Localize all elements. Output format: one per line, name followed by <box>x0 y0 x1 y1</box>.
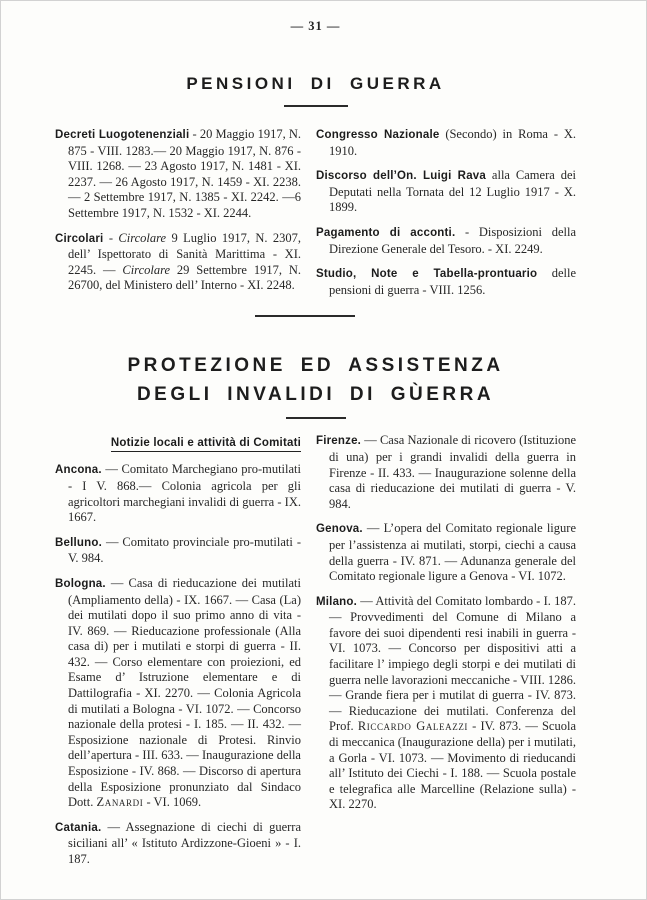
protezione-right-column <box>316 433 576 876</box>
entry-firenze: Firenze. — Casa Nazionale di ricovero (Istituzione di una) per i grandi invalidi della guerra in Firenze - II. 433. — Inaugurazione solenne della casa di rieducazione dei mutilati di guerra - V. 984. <box>316 433 576 511</box>
entry-circolari: Circolari - Circolare 9 Luglio 1917, N. 2307, dell’ Ispettorato di Sanità Marittima - XI. 2245. — Circolare 29 Settembre 1917, N. 26700, del Ministero dell’ Interno - XI. 2248. <box>55 230 301 293</box>
title2-underline-rule <box>286 417 346 419</box>
entry-milano: Milano. — Attività del Comitato lombardo - I. 187. — Provvedimenti del Comune di Milano a favore dei suoi dipendenti resi inabili in guerra - VI. 1073. — Concorso per dispositivi atti a facilitare l’ impiego degli storpi e dei mutilati di guerra nelle lavorazioni meccaniche - VIII. 1286. — Grande fiera per i mutilat di guerra - IV. 873. — Rieducazione dei mutilati. Conferenza del Prof. Riccardo Galeazzi - IV. 873. — Scuola di meccanica (Inaugurazione della) per i mutilati, a Gorla - VI. 1073. — Movimento di rieducandi all’ Istituto dei Ciechi - I. 188. — Scuola postale e telegrafica alle Marcelline (Relazione sulla) - XI. 2270. <box>316 593 577 812</box>
section-title-protezione <box>55 351 576 409</box>
title-underline-rule <box>284 105 348 107</box>
entry-discorso-rava: Discorso dell’On. Luigi Rava alla Camera dei Deputati nella Tornata del 12 Luglio 1917 - X. 1899. <box>316 168 576 215</box>
pensioni-right-column <box>316 127 576 307</box>
entry-studio-note-tabella: Studio, Note e Tabella-prontuario delle pensioni di guerra - VIII. 1256. <box>316 266 576 297</box>
title-line-2: DEGLI INVALIDI DI GÙERRA <box>136 384 495 406</box>
section-divider-rule <box>255 315 355 317</box>
entry-belluno: Belluno. — Comitato provinciale pro-mutilati - V. 984. <box>55 534 301 566</box>
protezione-columns <box>55 433 576 876</box>
title-line-1: PROTEZIONE ED ASSISTENZA <box>127 355 504 377</box>
entry-catania: Catania. — Assegnazione di ciechi di guerra siciliani all’ « Istituto Ardizzone-Gioeni » - I. 187. <box>55 819 301 866</box>
page-number: — 31 — <box>290 19 341 33</box>
protezione-left-column <box>55 433 301 876</box>
pensioni-columns <box>55 127 576 307</box>
entry-congresso-nazionale: Congresso Nazionale (Secondo) in Roma - X. 1910. <box>316 127 576 158</box>
subheading-notizie-locali: Notizie locali e attività di Comitati <box>111 437 301 452</box>
section-title-pensioni: PENSIONI DI GUERRA <box>186 74 445 93</box>
pensioni-left-column <box>55 127 301 307</box>
subheading-wrap <box>55 433 301 452</box>
entry-bologna: Bologna. — Casa di rieducazione dei mutilati (Ampliamento della) - IX. 1667. — Casa (La) dei mutilati dopo il suo primo anno di vita - IV. 869. — Rieducazione professionale (Alla casa di) per i mutilati e storpi di guerra - II. 432. — Corso elementare con proiezioni, ed Esame d’ Istruzione elementare e di Dattilografia - XI. 2270. — Colonia Agricola di mutilati a Bologna - VI. 1072. — Concorso nazionale della protesi - I. 185. — II. 432. — Esposizione nazionale di Protesi. Rinvio dell’apertura - III. 633. — Inaugurazione della Esposizione - IV. 868. — Discorso di apertura della Esposizione pronunziato dal Sindaco Dott. Zanardi - VI. 1069. <box>55 575 301 810</box>
entry-decreti-luogotenenziali: Decreti Luogotenenziali - 20 Maggio 1917, N. 875 - VIII. 1283.— 20 Maggio 1917, N. 876 - VIII. 1268. — 23 Agosto 1917, N. 1481 - XI. 2237. — 26 Agosto 1917, N. 1459 - XI. 2238.— 2 Settembre 1917, N. 1385 - XI. 2242. —6 Settembre 1917, N. 1532 - XI. 2244. <box>55 127 302 220</box>
entry-ancona: Ancona. — Comitato Marchegiano pro-mutilati - I V. 868.— Colonia agricola per gli agricoltori marchegiani invalidi di guerra - IX. 1667. <box>55 462 301 525</box>
entry-genova: Genova. — L’opera del Comitato regionale ligure per l’assistenza ai mutilati, storpi, ciechi a causa della guerra - IV. 871. — Adunanza generale del Comitato regionale ligure a Genova - VI. 1072. <box>316 521 576 584</box>
entry-pagamento-acconti: Pagamento di acconti. - Disposizioni della Direzione Generale del Tesoro. - XI. 2249. <box>316 224 576 256</box>
